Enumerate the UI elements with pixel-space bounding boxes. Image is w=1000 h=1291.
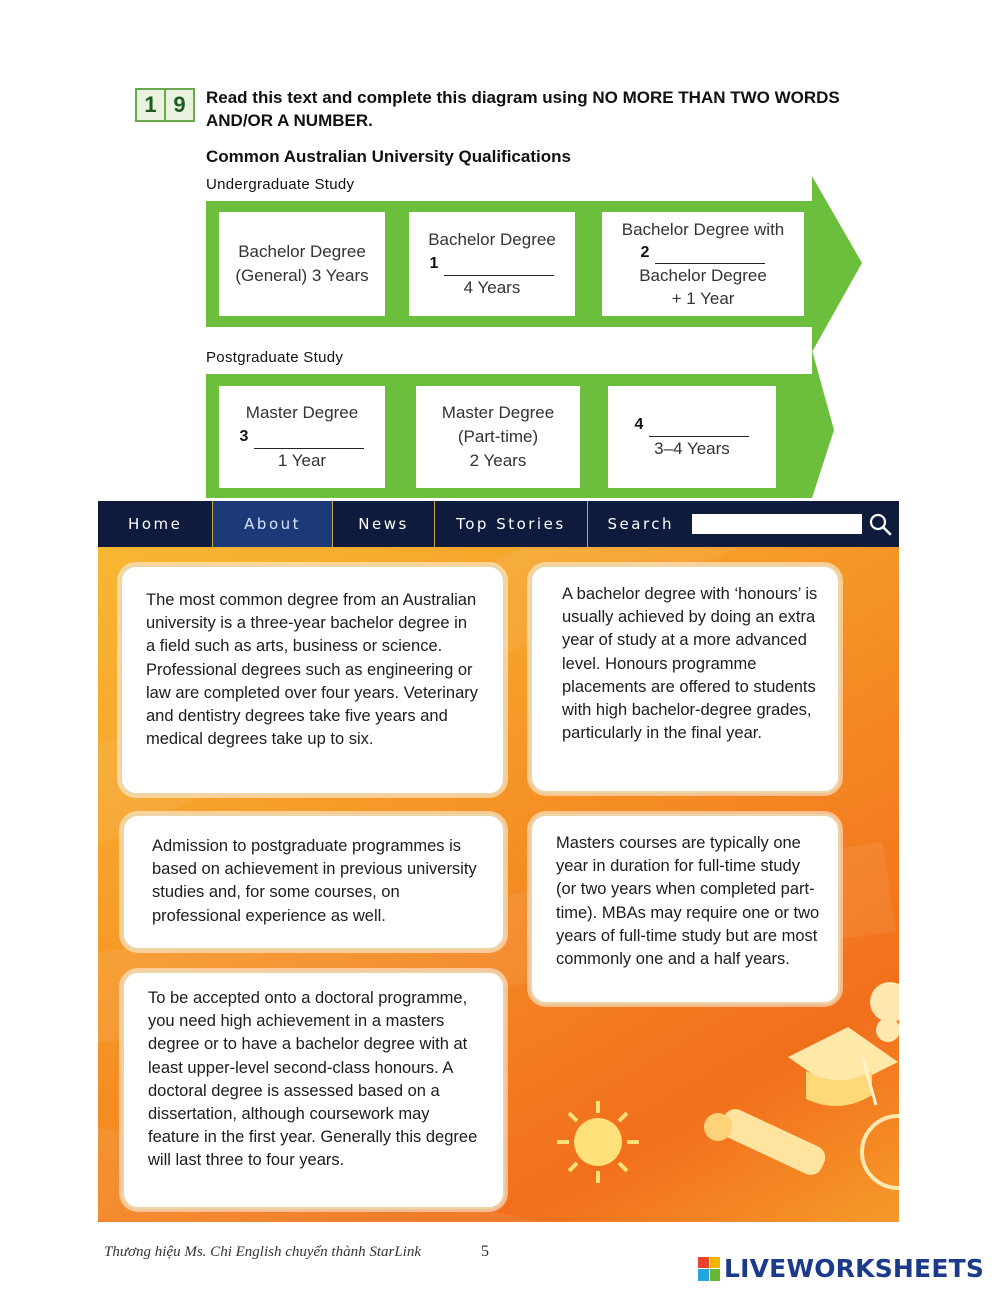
ug-box-gap-1-line1: Bachelor Degree — [428, 230, 556, 249]
text-card-bachelor: The most common degree from an Australian university is a three-year bachelor degree in a field such as arts, business or science. Professional degrees such as engineering or law are completed over four years. Veterinary and dentistry degrees take five years and medical degrees take up to six. — [120, 565, 505, 795]
search-icon[interactable] — [868, 512, 892, 536]
text-card-doctoral: To be accepted onto a doctoral programme, you need high achievement in a masters degree or to have a bachelor degree with at least upper-level second-class honours. A doctoral degree is assessed based on a dissertation, although coursework may feature in the first year. Generally this degree will last three to four years. — [122, 971, 505, 1209]
liveworksheets-wordmark: LIVEWORKSHEETS — [724, 1254, 985, 1283]
text-card-masters: Masters courses are typically one year in duration for full-time study (or two years when completed part-time). MBAs may require one or two years of full-time study but are most commonly one and a half years. — [530, 814, 840, 1004]
search-input[interactable] — [692, 514, 862, 534]
liveworksheets-brand[interactable] — [698, 1254, 984, 1283]
tab-about[interactable]: About — [213, 501, 332, 547]
instruction-line-2: AND/OR A NUMBER. — [206, 111, 373, 130]
gap-3-field[interactable] — [240, 425, 365, 449]
question-digit-1: 1 — [144, 92, 157, 117]
pg-box-gap-3-line1: Master Degree — [245, 403, 359, 422]
content-panel — [98, 547, 899, 1222]
ug-box-general — [219, 212, 385, 316]
pg-box-part-time-line3: 2 Years — [469, 451, 527, 470]
pg-box-gap-4 — [608, 386, 776, 488]
pg-box-gap-3 — [219, 386, 385, 488]
footer-credit: Thương hiệu Ms. Chi English chuyển thành StarLink — [104, 1244, 422, 1260]
ug-box-gap-2-line1: Bachelor Degree with — [621, 220, 785, 239]
pg-box-part-time-line1: Master Degree — [441, 403, 555, 422]
tab-search — [588, 501, 900, 547]
ug-box-gap-1-line3: 4 Years — [463, 278, 521, 297]
ug-box-general-line1: Bachelor Degree — [238, 242, 366, 261]
tab-news[interactable]: News — [333, 501, 435, 547]
text-card-admission: Admission to postgraduate programmes is based on achievement in previous university studies and, for some courses, on professional experience as well. — [122, 814, 505, 950]
pg-box-gap-4-line3: 3–4 Years — [654, 439, 730, 458]
gap-1-number: 1 — [429, 255, 439, 272]
nav-bar — [98, 501, 899, 547]
diagram-title: Common Australian University Qualifications — [206, 147, 571, 166]
text-card-honours: A bachelor degree with ‘honours’ is usually achieved by doing an extra year of study at a more advanced level. Honours programme placements are offered to students with high bachelor-degree grades, particularly in the final year. — [530, 565, 840, 793]
undergraduate-label: Undergraduate Study — [206, 176, 355, 193]
postgraduate-label: Postgraduate Study — [206, 349, 344, 366]
ug-box-general-line2: (General) 3 Years — [235, 266, 369, 285]
question-digit-2: 9 — [164, 90, 193, 120]
page-number: 5 — [481, 1243, 489, 1260]
pg-box-part-time — [416, 386, 580, 488]
globe-icon — [860, 1107, 899, 1197]
gap-2-number: 2 — [640, 244, 650, 261]
tab-top-stories[interactable]: Top Stories — [435, 501, 587, 547]
tab-home[interactable]: Home — [98, 501, 213, 547]
sun-icon — [553, 1097, 643, 1187]
gap-2-field[interactable] — [641, 241, 766, 264]
liveworksheets-logo-icon — [698, 1257, 720, 1281]
gap-4-number: 4 — [634, 416, 644, 433]
gap-3-number: 3 — [239, 428, 249, 445]
pg-box-part-time-line2: (Part-time) — [457, 427, 539, 446]
ug-box-gap-2 — [602, 212, 804, 316]
flower-icon — [860, 972, 899, 1042]
pg-box-gap-3-line3: 1 Year — [277, 451, 327, 470]
search-label: Search — [607, 515, 675, 533]
instruction-line-1: Read this text and complete this diagram using NO MORE THAN TWO WORDS — [206, 88, 840, 107]
ug-box-gap-2-line4: + 1 Year — [671, 289, 735, 308]
ug-box-gap-1 — [409, 212, 575, 316]
ug-box-gap-2-line3: Bachelor Degree — [639, 266, 767, 285]
gap-4-field[interactable] — [635, 413, 750, 437]
gap-1-field[interactable] — [430, 252, 555, 276]
